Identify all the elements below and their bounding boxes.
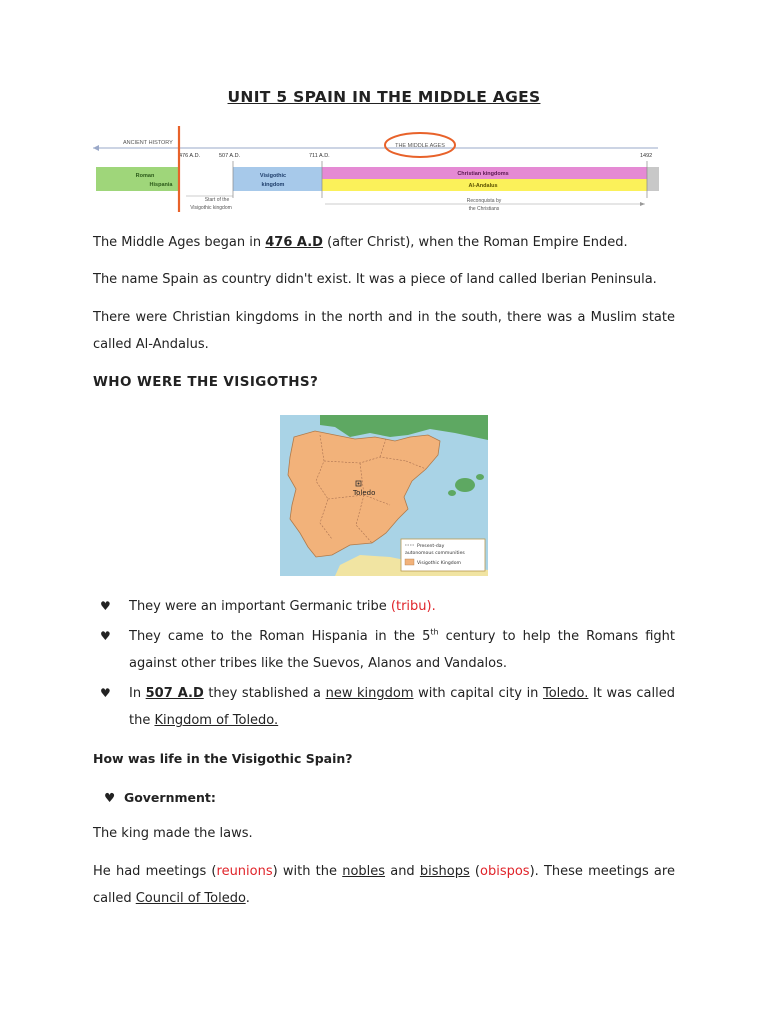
bullet-2-text-b: century to help the Romans fight against other tribes like the Suevos, Alanos and Vandalos. (129, 629, 675, 671)
reconquista-label-2: the Christians (468, 206, 500, 212)
heart-icon: ♥ (104, 790, 116, 805)
council-of-toledo-term: Council of Toledo (135, 891, 246, 906)
meetings-text-e: ). These meetings are called (93, 864, 675, 906)
date-507: 507 A.D. (219, 153, 241, 159)
bullet-3-text-c: with capital city in (413, 686, 543, 701)
bullet-item-roman-hispania (100, 623, 675, 677)
middle-ages-label: THE MIDDLE AGES (395, 143, 445, 149)
nobles-term: nobles (342, 864, 386, 879)
start-label-2: Visigothic kingdom (190, 205, 232, 211)
meetings-text-c: and (385, 864, 420, 879)
heart-icon: ♥ (100, 629, 111, 643)
intro-text-a: The Middle Ages began in (93, 235, 266, 250)
visigothic-label-1: Visigothic (259, 173, 287, 179)
bullet-item-germanic-tribe (100, 593, 675, 620)
bullet-3-text-d: It was called the (129, 686, 675, 728)
meetings-text-d: ( (469, 864, 480, 879)
legend-kingdom-swatch (405, 559, 414, 565)
king-paragraph: The king made the laws. (93, 826, 253, 841)
map-svg (280, 415, 488, 576)
visigothic-kingdom-map (280, 415, 488, 576)
date-1492: 1492 (640, 153, 653, 159)
government-label: Government: (123, 790, 216, 805)
intro-paragraph-3: There were Christian kingdoms in the north and in the south, there was a Muslim state called Al-Andalus. (93, 310, 675, 352)
bishops-term: bishops (419, 864, 470, 879)
section-heading-life: How was life in the Visigothic Spain? (93, 751, 353, 766)
timeline-svg (93, 126, 675, 216)
section-heading-visigoths: WHO WERE THE VISIGOTHS? (93, 374, 319, 390)
intro-paragraph-2: The name Spain as country didn't exist. It was a piece of land called Iberian Peninsula. (93, 272, 657, 287)
meetings-text-a: He had meetings ( (93, 864, 217, 879)
roman-label-2: Hispania (149, 182, 173, 188)
intro-text-b: (after Christ), when the Roman Empire Ended. (322, 235, 628, 250)
balearic-island-ibiza (448, 490, 456, 496)
toledo-map-label: Toledo (353, 489, 376, 497)
roman-label-1: Roman (135, 173, 155, 179)
page-title: UNIT 5 SPAIN IN THE MIDDLE AGES (227, 88, 541, 106)
bullet-3-text-b: they stablished a (203, 686, 326, 701)
reunions-translation: reunions (216, 864, 273, 879)
heart-icon: ♥ (100, 599, 111, 613)
bullet-1-text: They were an important Germanic tribe (129, 599, 391, 614)
legend-visigothic-kingdom: Visigothic Kingdom (417, 561, 462, 566)
government-subheading (104, 790, 216, 805)
balearic-island-mallorca (455, 478, 475, 492)
bullet-2-text-a: They came to the Roman Hispania in the 5 (129, 629, 431, 644)
ancient-history-label: ANCIENT HISTORY (123, 140, 173, 146)
start-label-1: Start of the (204, 197, 230, 203)
date-476-ad: 476 A.D (265, 235, 323, 250)
meetings-text-b: ) with the (272, 864, 343, 879)
bullet-2-superscript: th (430, 627, 439, 637)
date-476: 476 A.D. (179, 153, 201, 159)
balearic-island-menorca (476, 474, 484, 480)
legend-autonomous: autonomous communities (405, 551, 465, 556)
visigoths-bullet-list (100, 593, 675, 737)
bullet-1-translation: (tribu). (390, 599, 436, 614)
obispos-translation: obispos (480, 864, 530, 879)
reconquista-arrowhead-icon (640, 202, 645, 206)
meetings-text-f: . (245, 891, 250, 906)
al-andalus-label: Al-Andalus (468, 183, 498, 189)
legend-present-day: Present-day (417, 544, 445, 549)
timeline-figure (93, 126, 675, 216)
intro-paragraph-1 (93, 229, 675, 256)
new-kingdom-term: new kingdom (325, 686, 414, 701)
reconquista-label-1: Reconquista by (466, 198, 502, 204)
heart-icon: ♥ (100, 686, 111, 700)
bullet-3-text-a: In (129, 686, 146, 701)
toledo-term: Toledo. (542, 686, 589, 701)
meetings-paragraph (93, 858, 675, 912)
left-arrow-icon (93, 145, 99, 151)
visigothic-label-2: kingdom (261, 182, 285, 188)
kingdom-of-toledo-term: Kingdom of Toledo. (154, 713, 279, 728)
modern-age-band (647, 167, 659, 191)
toledo-marker-dot (358, 483, 360, 485)
date-711: 711 A.D. (309, 153, 330, 159)
date-507-ad: 507 A.D (145, 686, 204, 701)
bullet-item-kingdom-of-toledo (100, 680, 675, 734)
christian-kingdoms-label: Christian kingdoms (457, 171, 509, 177)
